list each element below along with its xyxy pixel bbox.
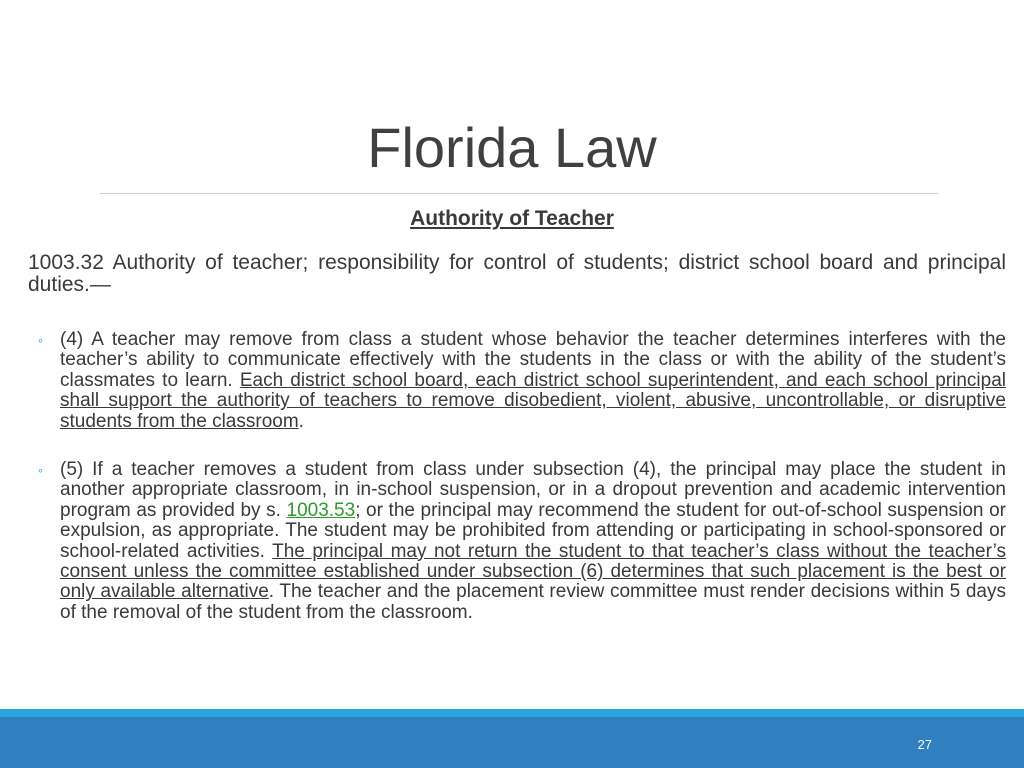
bullet-end-text: . <box>298 410 304 432</box>
subtitle-text: Authority of Teacher <box>410 207 614 230</box>
footer-bar <box>0 717 1024 768</box>
bullet-text: ; or the principal may recommend the student for out-of-school suspension or expulsion, as appropriate. The student may be prohibited from attending or participating in school-sponsored or school-related activities. <box>60 499 1006 562</box>
slide-title: Florida Law <box>367 116 657 179</box>
statute-heading: 1003.32 Authority of teacher; responsibility for control of students; district school board and principal duties.— <box>28 251 1006 296</box>
page-number: 27 <box>917 737 932 752</box>
bullet-text: (4) A teacher may remove from class a student whose behavior the teacher determines interferes with the teacher’s ability to communicate effectively with the students in the class or with the ability of the student’s classmates to learn. <box>60 329 1006 391</box>
bullet-underlined-text: Each district school board, each district school superintendent, and each school principal shall support the authority of teachers to remove disobedient, violent, abusive, uncontrollable, or disruptive students from the classroom <box>60 369 1006 432</box>
bullet-end-text: . The teacher and the placement review committee must render decisions within 5 days of the removal of the student from the classroom. <box>60 581 1006 623</box>
bullet-underlined-text: The principal may not return the student to that teacher’s class without the teacher’s consent unless the committee established under subsection (6) determines that such placement is the best or only available alternative <box>60 540 1006 603</box>
slide-subtitle <box>0 207 1024 231</box>
footer-accent-strip <box>0 709 1024 717</box>
title-divider <box>100 193 938 194</box>
statute-link-1003-53[interactable]: 1003.53 <box>286 499 356 521</box>
bullet-text: (5) If a teacher removes a student from class under subsection (4), the principal may place the student in another appropriate classroom, in in-school suspension, or in a dropout prevention and academic intervention program as provided by s. <box>60 459 1006 521</box>
bullet-list <box>32 330 1006 623</box>
bullet-item-subsection-4 <box>32 330 1006 432</box>
bullet-marker-icon: ◦ <box>38 332 43 348</box>
bullet-item-subsection-5 <box>32 460 1006 623</box>
bullet-marker-icon: ◦ <box>38 462 43 479</box>
